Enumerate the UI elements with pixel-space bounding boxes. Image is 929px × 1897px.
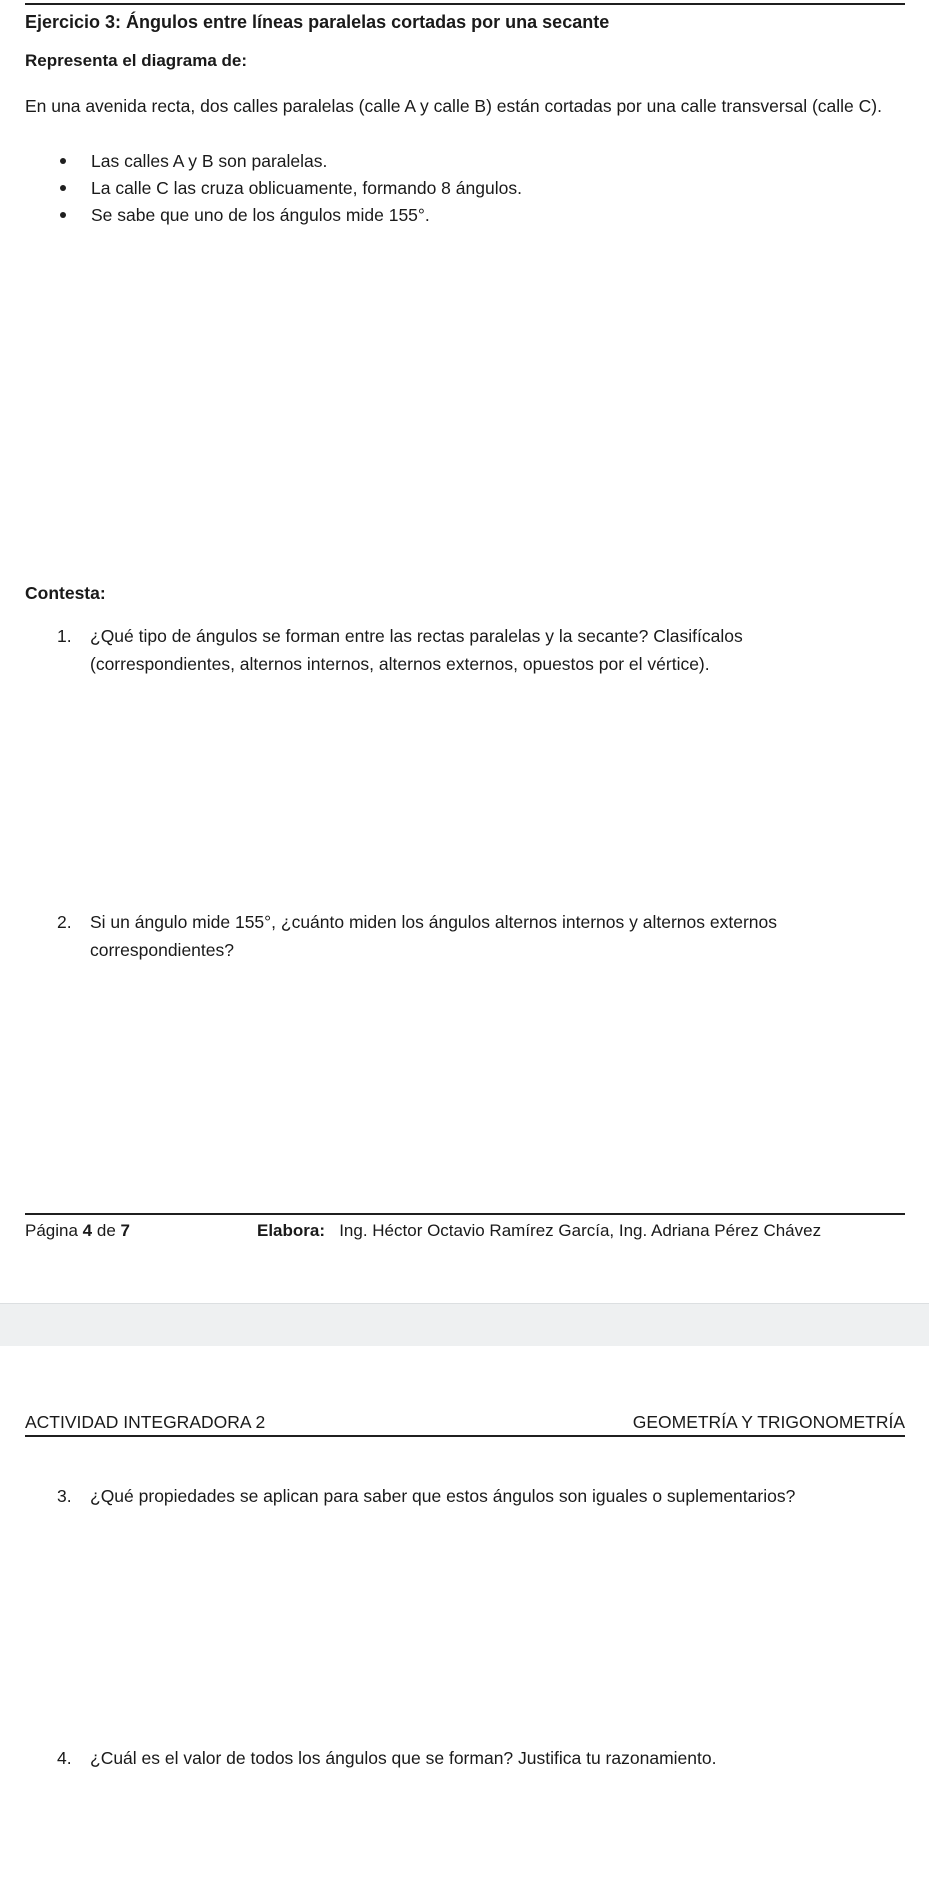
question-text: ¿Cuál es el valor de todos los ángulos que se forman? Justifica tu razonamiento.: [90, 1748, 717, 1768]
exercise-title: Ejercicio 3: Ángulos entre líneas paralelas cortadas por una secante: [25, 12, 610, 32]
bullet-icon: [60, 185, 66, 191]
list-item-text: Se sabe que uno de los ángulos mide 155°.: [91, 205, 430, 225]
header-rule: [25, 1435, 905, 1437]
list-item-text: Las calles A y B son paralelas.: [91, 151, 328, 171]
question-text: ¿Qué propiedades se aplican para saber que estos ángulos son iguales o suplementarios?: [90, 1486, 796, 1506]
list-item: [25, 174, 522, 201]
list-item: [25, 147, 522, 174]
footer-rule: [25, 1213, 905, 1215]
page-number-label: Página 4 de 7: [25, 1221, 130, 1240]
question-number: 1.: [57, 626, 72, 646]
page-separator: [0, 1303, 929, 1348]
question-number: 2.: [57, 912, 72, 932]
list-item: [25, 201, 522, 228]
instruction-heading: Representa el diagrama de:: [25, 51, 248, 70]
problem-paragraph: En una avenida recta, dos calles paralelas (calle A y calle B) están cortadas por una calle transversal (calle C).: [25, 96, 882, 116]
question-text: ¿Qué tipo de ángulos se forman entre las rectas paralelas y la secante? Clasifícalos (correspondientes, alternos internos, alternos externos, opuestos por el vértice).: [90, 626, 743, 674]
question-number: 3.: [57, 1486, 72, 1506]
author-credit: Elabora: Ing. Héctor Octavio Ramírez García, Ing. Adriana Pérez Chávez: [257, 1221, 822, 1240]
list-item-text: La calle C las cruza oblicuamente, formando 8 ángulos.: [91, 178, 522, 198]
top-rule: [25, 3, 905, 5]
condition-list: [25, 147, 522, 228]
answer-heading: Contesta:: [25, 583, 106, 603]
question-text: Si un ángulo mide 155°, ¿cuánto miden los ángulos alternos internos y alternos externos correspondientes?: [90, 912, 777, 960]
question-number: 4.: [57, 1748, 72, 1768]
activity-title: ACTIVIDAD INTEGRADORA 2: [25, 1412, 266, 1432]
bullet-icon: [60, 212, 66, 218]
subject-title: GEOMETRÍA Y TRIGONOMETRÍA: [632, 1412, 905, 1432]
bullet-icon: [60, 158, 66, 164]
